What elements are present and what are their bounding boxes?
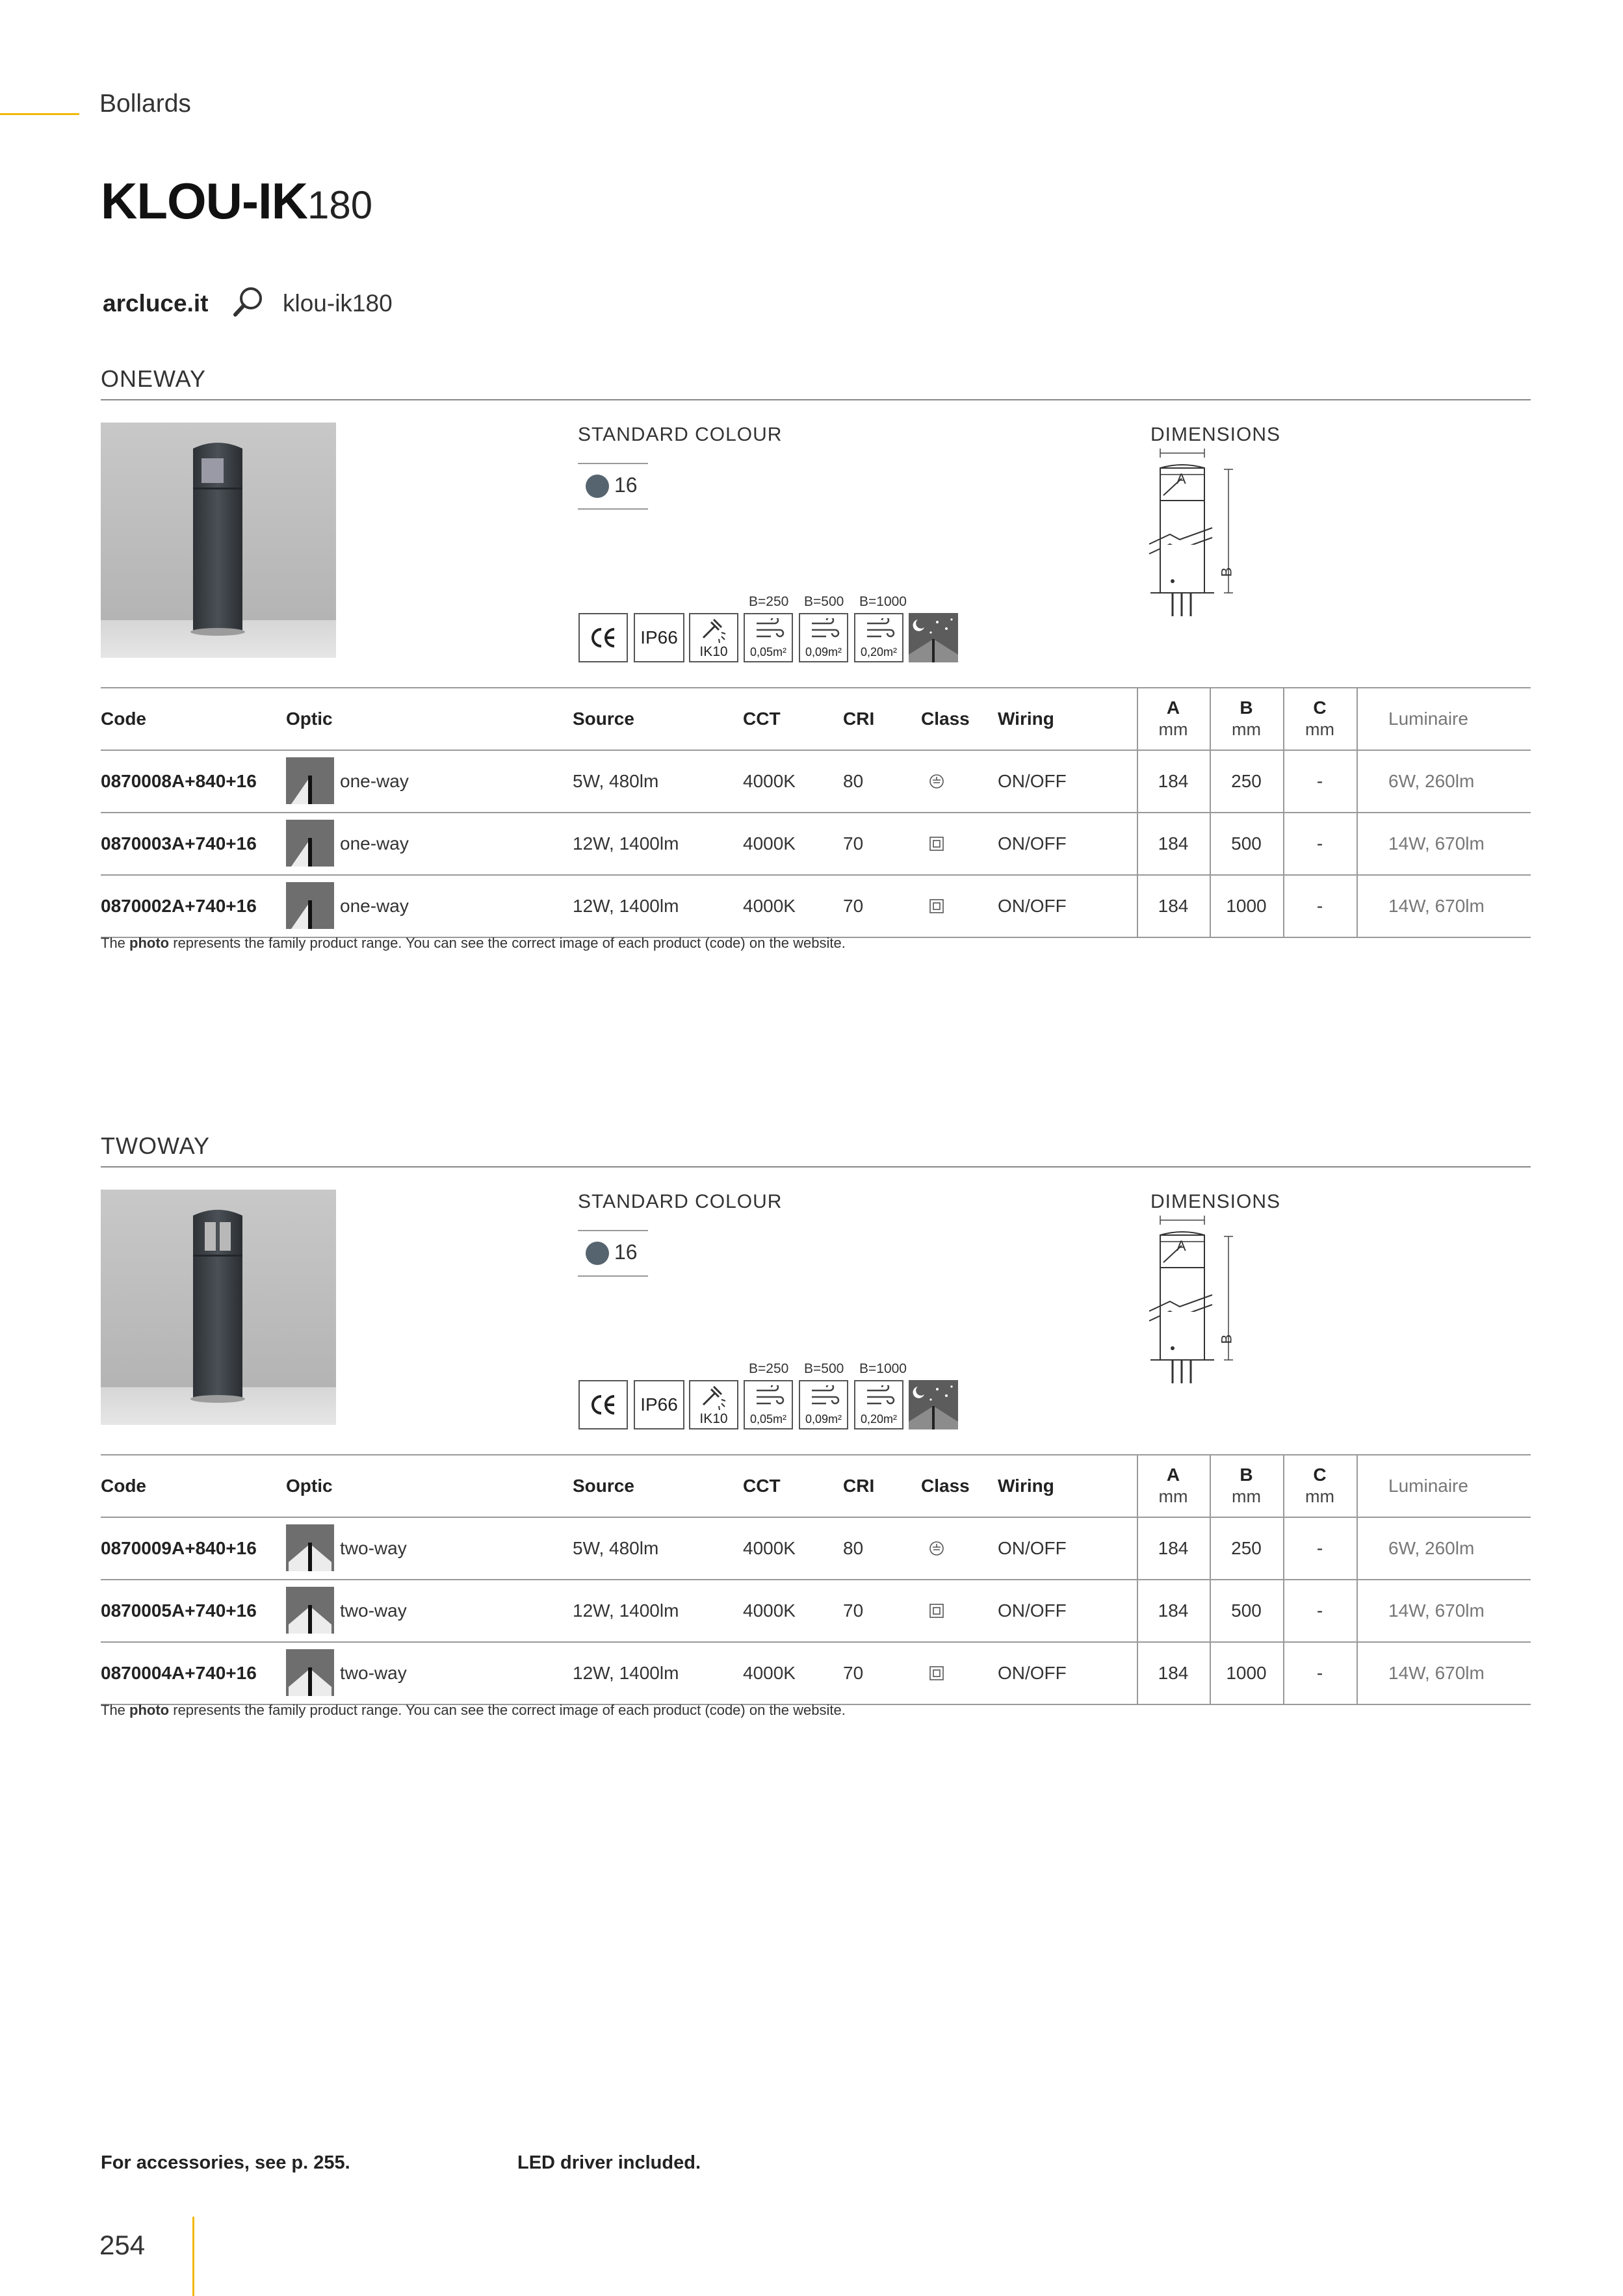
luminaire-value: 14W, 670lm (1388, 896, 1485, 916)
two-way-optic-icon (286, 1649, 334, 1696)
two-way-optic-icon (286, 1524, 334, 1571)
dim-a-value: 184 (1158, 896, 1189, 916)
optic-label: one-way (340, 771, 409, 791)
source-value: 12W, 1400lm (573, 1663, 679, 1683)
table-row[interactable] (101, 1517, 1531, 1579)
class-II-icon (929, 836, 944, 852)
optic-label: two-way (340, 1663, 407, 1683)
one-way-optic-icon (286, 820, 334, 867)
class-II-icon (929, 1603, 944, 1619)
hammer-icon (699, 1384, 729, 1411)
table-rule (101, 687, 1531, 688)
wind-area-badge (799, 1380, 848, 1429)
wind-icon (754, 1385, 785, 1409)
colour-option[interactable] (578, 463, 648, 510)
dim-c-value: - (1316, 833, 1323, 854)
wind-icon (809, 618, 840, 642)
optic-label: one-way (340, 896, 409, 916)
wiring-value: ON/OFF (998, 896, 1067, 916)
wind-area-badge (854, 1380, 903, 1429)
source-value: 12W, 1400lm (573, 833, 679, 854)
cri-value: 70 (843, 1663, 864, 1683)
header-accent-line (0, 113, 79, 115)
class-II-icon (929, 1665, 944, 1681)
header-cri: CRI (843, 1476, 875, 1496)
wind-icon (864, 618, 896, 642)
dim-b-value: 500 (1231, 833, 1262, 854)
section-divider (101, 399, 1531, 400)
wind-area-value: 0,05m² (749, 1413, 787, 1426)
wind-height-label: B=1000 (859, 594, 907, 609)
two-way-optic-icon (286, 1587, 334, 1634)
wind-area-badge (744, 1380, 793, 1429)
luminaire-value: 6W, 260lm (1388, 771, 1475, 791)
photo-note-pre: The (101, 935, 130, 951)
ce-mark-icon (578, 1380, 628, 1429)
product-title (101, 172, 373, 229)
wiring-value: ON/OFF (998, 1663, 1067, 1683)
source-value: 5W, 480lm (573, 771, 659, 791)
dim-b-value: 1000 (1226, 896, 1267, 916)
ik10-label: IK10 (699, 1411, 728, 1426)
header-unit: mm (1232, 720, 1261, 739)
header-class: Class (921, 709, 970, 729)
standard-colour-label: STANDARD COLOUR (578, 1191, 783, 1212)
header-wiring: Wiring (998, 1476, 1054, 1496)
table-row[interactable] (101, 1641, 1531, 1704)
section-divider (101, 1166, 1531, 1168)
wind-area-value: 0,20m² (860, 1413, 898, 1426)
ce-mark-icon (578, 613, 628, 662)
dark-sky-icon (909, 613, 958, 662)
product-code: 0870009A+840+16 (101, 1538, 257, 1558)
wind-height-label: B=250 (749, 594, 789, 609)
wiring-value: ON/OFF (998, 1538, 1067, 1558)
luminaire-value: 14W, 670lm (1388, 1663, 1485, 1683)
product-table (101, 1454, 1531, 1714)
dim-a-value: 184 (1158, 1538, 1189, 1558)
website-link[interactable]: arcluce.it (103, 290, 209, 317)
colour-code: 16 (614, 473, 638, 497)
category-label: Bollards (99, 90, 191, 118)
header-dim-a: A (1166, 1465, 1180, 1485)
cri-value: 80 (843, 1538, 864, 1558)
photo-note-post: represents the family product range. You can see the correct image of each product (code) on the website. (169, 1702, 846, 1718)
product-code: 0870003A+740+16 (101, 833, 257, 854)
header-dim-c: C (1313, 1465, 1327, 1485)
dark-sky-icon (909, 1380, 958, 1429)
class-III-icon (929, 774, 944, 789)
header-cct: CCT (743, 1476, 781, 1496)
wind-height-label: B=500 (804, 594, 844, 609)
driver-note: LED driver included. (517, 2152, 701, 2173)
dim-c-value: - (1316, 771, 1323, 791)
cct-value: 4000K (743, 771, 796, 791)
product-code: 0870005A+740+16 (101, 1600, 257, 1621)
wind-area-value: 0,05m² (749, 646, 787, 659)
photo-note-post: represents the family product range. You can see the correct image of each product (code) on the website. (169, 935, 846, 951)
header-unit: mm (1232, 1487, 1261, 1506)
class-III-icon (929, 1541, 944, 1556)
cct-value: 4000K (743, 896, 796, 916)
header-cct: CCT (743, 709, 781, 729)
photo-note (101, 1702, 846, 1719)
footer-accent-line (192, 2217, 194, 2296)
wind-area-value: 0,09m² (805, 646, 842, 659)
product-title-main: KLOU-IK (101, 172, 307, 229)
wind-area-value: 0,09m² (805, 1413, 842, 1426)
wiring-value: ON/OFF (998, 1600, 1067, 1621)
wind-area-value: 0,20m² (860, 646, 898, 659)
page-number: 254 (99, 2230, 146, 2260)
colour-swatch (586, 1242, 609, 1265)
wind-icon (864, 1385, 896, 1409)
product-photo (101, 1190, 336, 1425)
product-photo (101, 423, 336, 658)
dimensions-label: DIMENSIONS (1150, 1191, 1281, 1212)
dim-c-value: - (1316, 1538, 1323, 1558)
dimensions-label: DIMENSIONS (1150, 424, 1281, 445)
dim-a-value: 184 (1158, 771, 1189, 791)
ip66-label: IP66 (640, 627, 678, 647)
wind-icon (754, 618, 785, 642)
table-row[interactable] (101, 874, 1531, 937)
wiring-value: ON/OFF (998, 771, 1067, 791)
header-luminaire: Luminaire (1388, 709, 1468, 729)
product-code: 0870002A+740+16 (101, 896, 257, 916)
header-optic: Optic (286, 709, 333, 729)
source-value: 5W, 480lm (573, 1538, 659, 1558)
header-dim-b: B (1240, 698, 1253, 718)
section-title: TWOWAY (101, 1132, 210, 1159)
wind-icon (809, 1385, 840, 1409)
table-row[interactable] (101, 750, 1531, 812)
ik10-badge (689, 1380, 738, 1429)
header-code: Code (101, 1476, 146, 1496)
product-table (101, 687, 1531, 947)
wind-height-label: B=500 (804, 1361, 844, 1376)
wind-area-badge (799, 613, 848, 662)
product-code: 0870004A+740+16 (101, 1663, 257, 1683)
header-source: Source (573, 1476, 634, 1496)
dim-b-value: 1000 (1226, 1663, 1267, 1683)
ip66-badge (634, 1380, 684, 1429)
header-unit: mm (1158, 720, 1188, 739)
dim-a-value: 184 (1158, 1663, 1189, 1683)
ik10-badge (689, 613, 738, 662)
search-icon (231, 285, 265, 319)
one-way-optic-icon (286, 757, 334, 804)
header-dim-b: B (1240, 1465, 1253, 1485)
wind-height-label: B=250 (749, 1361, 789, 1376)
source-value: 12W, 1400lm (573, 896, 679, 916)
photo-note (101, 935, 846, 952)
header-source: Source (573, 709, 634, 729)
cri-value: 70 (843, 896, 864, 916)
ip66-badge (634, 613, 684, 662)
header-unit: mm (1158, 1487, 1188, 1506)
photo-note-bold: photo (129, 935, 170, 951)
header-dim-c: C (1313, 698, 1327, 718)
optic-label: two-way (340, 1600, 407, 1621)
search-term: klou-ik180 (283, 290, 393, 317)
dim-c-value: - (1316, 1600, 1323, 1621)
dim-a-value: 184 (1158, 1600, 1189, 1621)
header-luminaire: Luminaire (1388, 1476, 1468, 1496)
table-row[interactable] (101, 1579, 1531, 1641)
header-class: Class (921, 1476, 970, 1496)
dim-b-value: 500 (1231, 1600, 1262, 1621)
wind-height-label: B=1000 (859, 1361, 907, 1376)
dim-b-value: 250 (1231, 1538, 1262, 1558)
photo-note-pre: The (101, 1702, 130, 1718)
optic-label: one-way (340, 833, 409, 854)
dimension-b-label: B (1218, 1334, 1235, 1344)
section-title: ONEWAY (101, 365, 207, 392)
product-title-suffix: 180 (307, 183, 373, 227)
colour-option[interactable] (578, 1230, 648, 1277)
cct-value: 4000K (743, 1600, 796, 1621)
header-optic: Optic (286, 1476, 333, 1496)
class-II-icon (929, 898, 944, 914)
cri-value: 70 (843, 833, 864, 854)
optic-label: two-way (340, 1538, 407, 1558)
cri-value: 80 (843, 771, 864, 791)
one-way-optic-icon (286, 882, 334, 929)
wind-area-badge (854, 613, 903, 662)
dim-c-value: - (1316, 1663, 1323, 1683)
header-wiring: Wiring (998, 709, 1054, 729)
ip66-label: IP66 (640, 1394, 678, 1415)
header-unit: mm (1305, 720, 1334, 739)
colour-code: 16 (614, 1240, 638, 1264)
dimensions-drawing (1144, 1197, 1261, 1392)
luminaire-value: 14W, 670lm (1388, 833, 1485, 854)
cct-value: 4000K (743, 1663, 796, 1683)
hammer-icon (699, 617, 729, 644)
header-cri: CRI (843, 709, 875, 729)
accessories-note: For accessories, see p. 255. (101, 2152, 350, 2173)
product-section (0, 1132, 1623, 1782)
dim-a-value: 184 (1158, 833, 1189, 854)
dimension-a-label: A (1176, 1238, 1186, 1254)
luminaire-value: 6W, 260lm (1388, 1538, 1475, 1558)
wiring-value: ON/OFF (998, 833, 1067, 854)
dim-c-value: - (1316, 896, 1323, 916)
source-value: 12W, 1400lm (573, 1600, 679, 1621)
header-dim-a: A (1166, 698, 1180, 718)
luminaire-value: 14W, 670lm (1388, 1600, 1485, 1621)
product-section (0, 365, 1623, 1015)
dimension-a-label: A (1176, 471, 1186, 487)
colour-swatch (586, 475, 609, 498)
dim-b-value: 250 (1231, 771, 1262, 791)
header-unit: mm (1305, 1487, 1334, 1506)
header-code: Code (101, 709, 146, 729)
wind-area-badge (744, 613, 793, 662)
table-row[interactable] (101, 812, 1531, 874)
photo-note-bold: photo (129, 1702, 170, 1718)
standard-colour-label: STANDARD COLOUR (578, 424, 783, 445)
cct-value: 4000K (743, 833, 796, 854)
cct-value: 4000K (743, 1538, 796, 1558)
product-code: 0870008A+840+16 (101, 771, 257, 791)
cri-value: 70 (843, 1600, 864, 1621)
table-rule (101, 1454, 1531, 1455)
dimension-b-label: B (1218, 567, 1235, 577)
ik10-label: IK10 (699, 644, 728, 659)
dimensions-drawing (1144, 430, 1261, 625)
